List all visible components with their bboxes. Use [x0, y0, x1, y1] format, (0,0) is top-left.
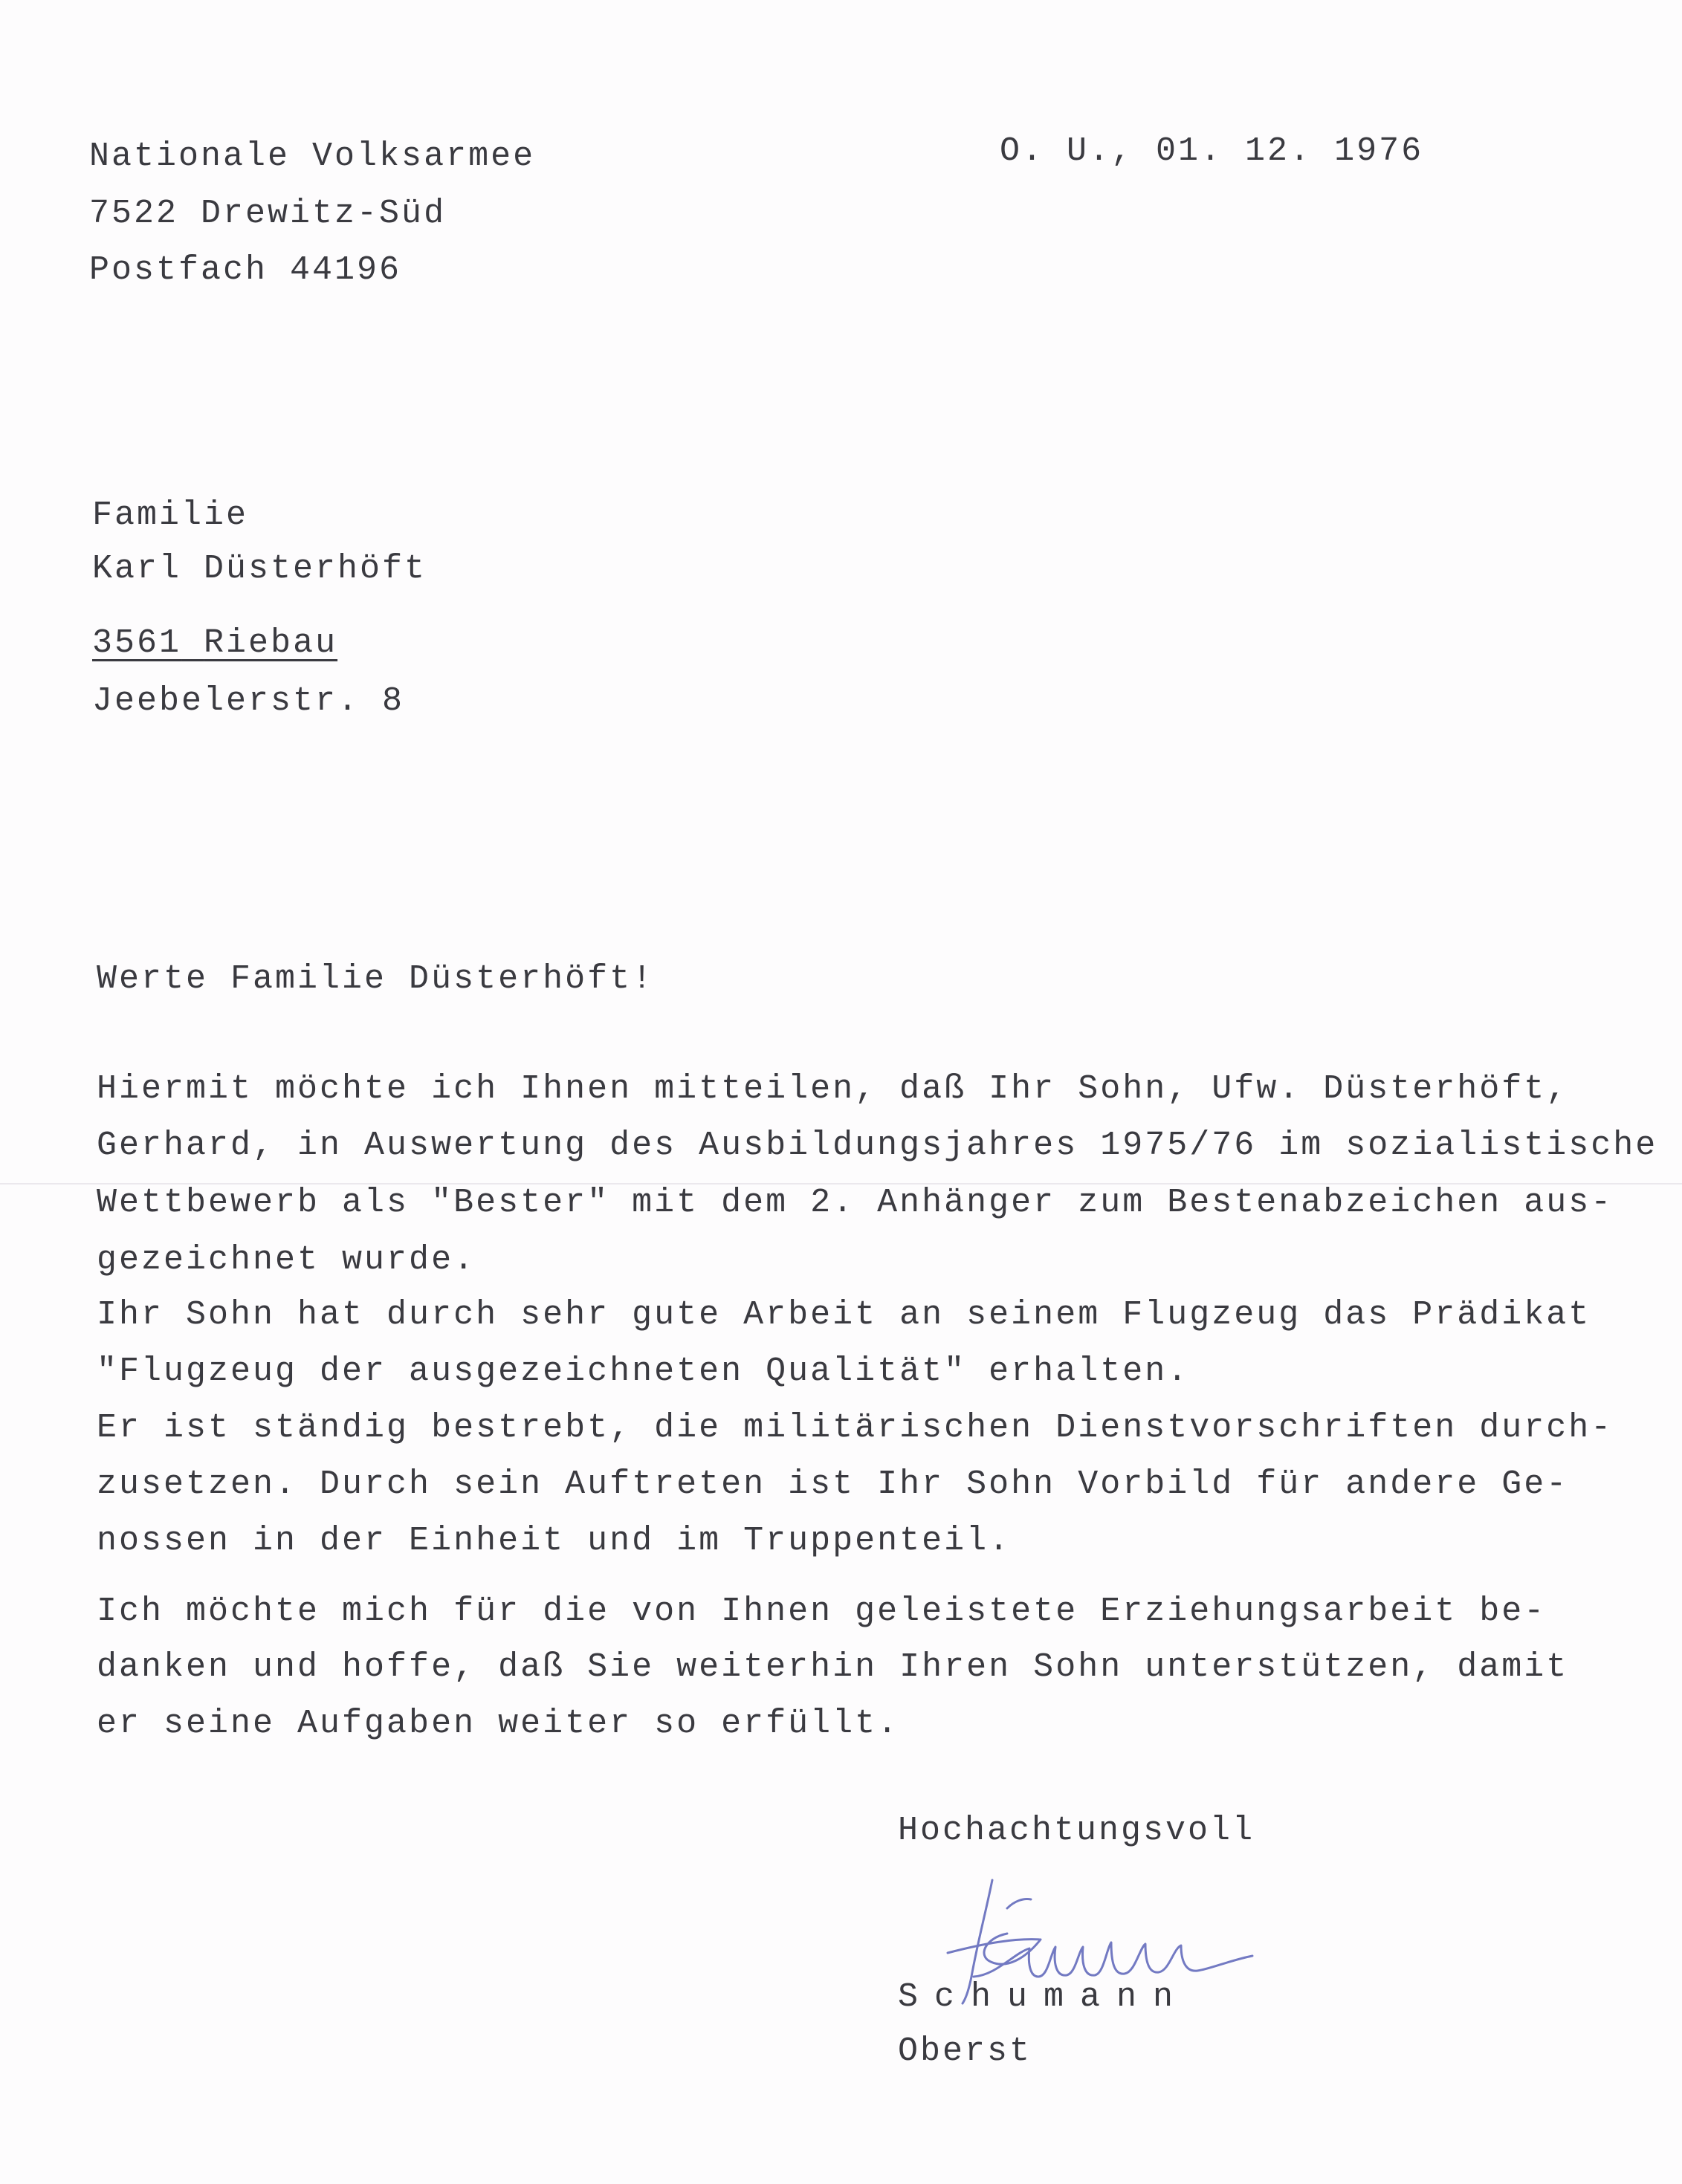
letter-date: O. U., 01. 12. 1976 [1000, 132, 1424, 170]
recipient-city-line [92, 624, 337, 662]
recipient-line-2: Karl Düsterhöft [92, 550, 427, 588]
sender-line-3: Postfach 44196 [89, 251, 402, 289]
body-line: danken und hoffe, daß Sie weiterhin Ihren Sohn unterstützen, damit [97, 1648, 1569, 1686]
signature-name: Schumann [898, 1978, 1190, 2016]
recipient-line-1: Familie [92, 496, 249, 534]
body-line: Gerhard, in Auswertung des Ausbildungsjahres 1975/76 im sozialistische [97, 1127, 1658, 1164]
body-line: er seine Aufgaben weiter so erfüllt. [97, 1705, 900, 1743]
body-line: Er ist ständig bestrebt, die militärischen Dienstvorschriften durch- [97, 1409, 1614, 1447]
body-line: gezeichnet wurde. [97, 1241, 476, 1279]
sender-line-2: 7522 Drewitz-Süd [89, 195, 447, 233]
recipient-postal-code: 3561 [92, 624, 182, 662]
closing-phrase: Hochachtungsvoll [898, 1812, 1255, 1850]
body-line: Ihr Sohn hat durch sehr gute Arbeit an seinem Flugzeug das Prädikat [97, 1296, 1591, 1334]
body-line: Hiermit möchte ich Ihnen mitteilen, daß Ihr Sohn, Ufw. Düsterhöft, [97, 1070, 1569, 1108]
body-line: nossen in der Einheit und im Truppenteil. [97, 1522, 1012, 1560]
recipient-street: Jeebelerstr. 8 [92, 682, 405, 720]
recipient-city: Riebau [204, 624, 338, 662]
signature-title: Oberst [898, 2032, 1032, 2070]
sender-line-1: Nationale Volksarmee [89, 137, 536, 175]
body-line: "Flugzeug der ausgezeichneten Qualität" erhalten. [97, 1352, 1190, 1390]
body-line: Wettbewerb als "Bester" mit dem 2. Anhänger zum Bestenabzeichen aus- [97, 1184, 1614, 1222]
body-line: Ich möchte mich für die von Ihnen geleistete Erziehungsarbeit be- [97, 1592, 1547, 1630]
salutation: Werte Familie Düsterhöft! [97, 960, 655, 998]
body-line: zusetzen. Durch sein Auftreten ist Ihr Sohn Vorbild für andere Ge- [97, 1465, 1569, 1503]
